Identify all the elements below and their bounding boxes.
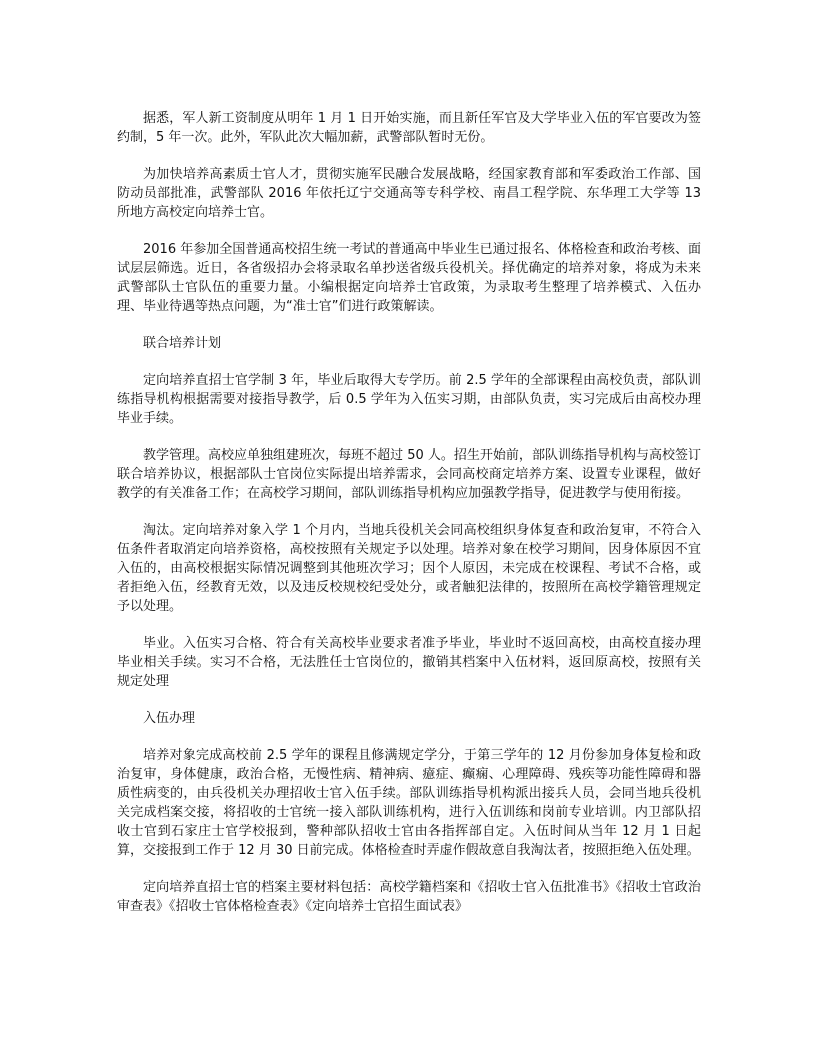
paragraph-graduation: 毕业。入伍实习合格、符合有关高校毕业要求者准予毕业，毕业时不返回高校，由高校直接办理毕业相关手续。实习不合格，无法胜任士官岗位的，撤销其档案中入伍材料，返回原高校，按照有关规定处理 [117, 636, 701, 689]
document-body [117, 109, 701, 934]
paragraph-policy-overview: 2016 年参加全国普通高校招生统一考试的普通高中毕业生已通过报名、体格检查和政治考核、面试层层筛选。近日，各省级招办会将录取名单抄送省级兵役机关。择优确定的培养对象，将成为未来武警部队士官队伍的重要力量。小编根据定向培养士官政策，为录取考生整理了培养模式、入伍办理、毕业待遇等热点问题，为“准士官”们进行政策解读。 [117, 242, 701, 314]
section-heading-enlistment: 入伍办理 [143, 711, 196, 726]
paragraph-enlistment-process: 培养对象完成高校前 2.5 学年的课程且修满规定学分，于第三学年的 12 月份参加身体复检和政治复审，身体健康，政治合格，无慢性病、精神病、癔症、癫痫、心理障碍、残疾等功能性障碍和器质性病变的，由兵役机关办理招收士官入伍手续。部队训练指导机构派出接兵人员，会同当地兵役机关完成档案交接，将招收的士官统一接入部队训练机构，进行入伍训练和岗前专业培训。内卫部队招收士官到石家庄士官学校报到，警种部队招收士官由各指挥部自定。入伍时间从当年 12 月 1 日起算，交接报到工作于 12 月 30 日前完成。体格检查时弄虚作假故意自我淘汰者，按照拒绝入伍处理。 [117, 748, 701, 858]
paragraph-teaching-management: 教学管理。高校应单独组建班次，每班不超过 50 人。招生开始前，部队训练指导机构与高校签订联合培养协议，根据部队士官岗位实际提出培养需求，会同高校商定培养方案、设置专业课程，做好教学的有关准备工作；在高校学习期间，部队训练指导机构应加强教学指导，促进教学与使用衔接。 [117, 448, 701, 501]
paragraph-program-length: 定向培养直招士官学制 3 年，毕业后取得大专学历。前 2.5 学年的全部课程由高校负责，部队训练指导机构根据需要对接指导教学，后 0.5 学年为入伍实习期，由部队负责，实习完成后由高校办理毕业手续。 [117, 373, 701, 426]
paragraph-archive-materials: 定向培养直招士官的档案主要材料包括：高校学籍档案和《招收士官入伍批准书》《招收士官政治审查表》《招收士官体格检查表》《定向培养士官招生面试表》 [117, 880, 701, 914]
paragraph-training-strategy: 为加快培养高素质士官人才，贯彻实施军民融合发展战略，经国家教育部和军委政治工作部、国防动员部批准，武警部队 2016 年依托辽宁交通高等专科学校、南昌工程学院、东华理工大学等 13 所地方高校定向培养士官。 [117, 167, 701, 220]
section-heading-joint-training: 联合培养计划 [143, 336, 222, 351]
paragraph-elimination: 淘汰。定向培养对象入学 1 个月内，当地兵役机关会同高校组织身体复查和政治复审，不符合入伍条件者取消定向培养资格，高校按照有关规定予以处理。培养对象在校学习期间，因身体原因不宜入伍的，由高校根据实际情况调整到其他班次学习；因个人原因，未完成在校课程、考试不合格，或者拒绝入伍，经教育无效，以及违反校规校纪受处分，或者触犯法律的，按照所在高校学籍管理规定予以处理。 [117, 523, 701, 614]
paragraph-salary-reform: 据悉，军人新工资制度从明年 1 月 1 日开始实施，而且新任军官及大学毕业入伍的军官要改为签约制，5 年一次。此外，军队此次大幅加薪，武警部队暂时无份。 [117, 111, 701, 145]
